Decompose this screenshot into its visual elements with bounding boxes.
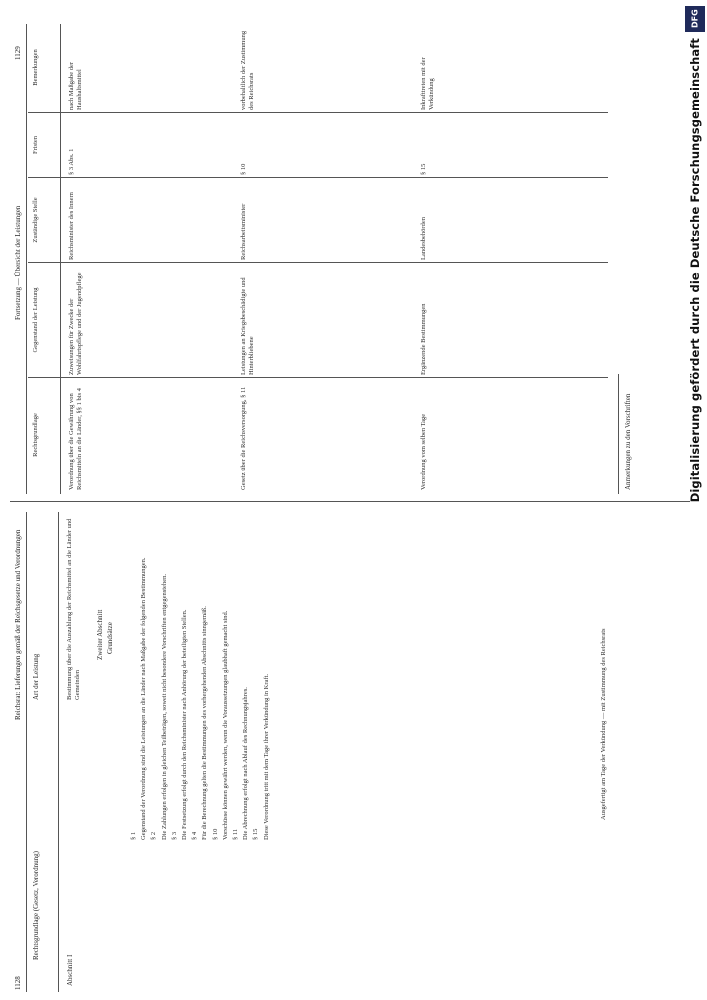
col-divider bbox=[28, 377, 608, 378]
paragraph-mark: § 11 bbox=[232, 828, 240, 840]
right-header-note: Fortsetzung — Übersicht der Leistungen bbox=[14, 205, 22, 320]
column-label-2: Art der Leistung bbox=[32, 653, 40, 700]
bottom-note: Anmerkungen zu den Vorschriften bbox=[624, 393, 632, 490]
table-row bbox=[68, 380, 86, 490]
paragraph-mark: § 4 bbox=[191, 831, 199, 840]
paragraph-mark: § 2 bbox=[150, 831, 158, 840]
col-head-4 bbox=[32, 115, 42, 175]
col-head-2 bbox=[32, 265, 42, 375]
cell-subject: Zuweisungen für Zwecke der Wohlfahrtspflege und der Jugendpflege bbox=[68, 272, 84, 375]
right-header-rule bbox=[26, 24, 27, 494]
footnote-rule bbox=[618, 374, 619, 494]
col-head-text: Bemerkungen bbox=[32, 49, 39, 86]
intro-line bbox=[66, 510, 84, 700]
paragraph-block bbox=[130, 510, 273, 840]
cell-remarks: vorbehaltlich der Zustimmung des Reichsrats bbox=[240, 30, 256, 110]
table-row bbox=[420, 380, 430, 490]
cell-subject: Ergänzende Bestimmungen bbox=[420, 303, 427, 375]
header-rule bbox=[26, 512, 27, 992]
page-number: 1128 bbox=[14, 976, 22, 990]
paragraph: Die Zahlungen erfolgen in gleichen Teilbeträgen, soweit nicht besondere Vorschriften entgegenstehen. bbox=[160, 574, 168, 840]
sub-heading: Grundsätze bbox=[106, 622, 114, 654]
cell-deadline: § 3 Abs. 1 bbox=[68, 148, 75, 175]
cell-basis: Gesetz über die Reichsversorgung, § 11 bbox=[240, 386, 247, 490]
dfg-logo: DFG bbox=[685, 6, 705, 32]
subheader-rule bbox=[58, 512, 59, 992]
paragraph-mark: § 15 bbox=[252, 828, 260, 840]
cell-basis: Verordnung vom selben Tage bbox=[420, 413, 427, 490]
center-divider bbox=[10, 501, 690, 502]
dfg-banner bbox=[683, 0, 707, 1000]
col-head-5 bbox=[32, 25, 42, 110]
footer-note-text: Ausgefertigt am Tage der Verkündung — mit Zustimmung des Reichsrats bbox=[600, 628, 607, 820]
right-subheader-rule bbox=[60, 24, 61, 494]
paragraph-mark: § 10 bbox=[211, 828, 219, 840]
paragraph: Diese Verordnung tritt mit dem Tage ihrer Verkündung in Kraft. bbox=[262, 674, 270, 840]
intro-text: Bestimmung über die Auszahlung der Reichsmittel an die Länder und Gemeinden bbox=[66, 518, 82, 700]
cell-authority: Reichsarbeitsminister bbox=[240, 203, 247, 260]
col-divider bbox=[28, 262, 608, 263]
cell-authority: Landesbehörden bbox=[420, 217, 427, 260]
running-head: Reichsrat: Lieferungen gemäß der Reichsgesetze und Verordnungen bbox=[14, 529, 22, 720]
table-row bbox=[240, 380, 250, 490]
paragraph: Gegenstand der Verordnung sind die Leistungen an die Länder nach Maßgabe der folgenden Bestimmungen. bbox=[140, 557, 148, 840]
row-title: Abschnitt I bbox=[66, 954, 74, 986]
col-divider bbox=[28, 112, 608, 113]
col-divider bbox=[28, 177, 608, 178]
col-head-text: Fristen bbox=[32, 135, 39, 155]
cell-remarks: Inkrafttreten mit der Verkündung bbox=[420, 57, 436, 110]
paragraph-mark: § 1 bbox=[130, 831, 137, 840]
cell-remarks: nach Maßgabe der Haushaltsmittel bbox=[68, 61, 84, 110]
paragraph-mark: § 3 bbox=[170, 831, 178, 840]
right-page-ref: 1129 bbox=[14, 46, 22, 60]
cell-subject: Leistungen an Kriegsbeschädigte und Hinterbliebene bbox=[240, 277, 256, 375]
paragraph: Die Abrechnung erfolgt nach Ablauf des Rechnungsjahres. bbox=[242, 687, 250, 840]
col-head-1 bbox=[32, 380, 42, 490]
cell-basis: Verordnung über die Gewährung von Reichsmitteln an die Länder, §§ 1 bis 4 bbox=[68, 388, 84, 490]
cell-deadline: § 10 bbox=[240, 163, 247, 175]
footer-note bbox=[600, 510, 610, 820]
col-head-text: Zuständige Stelle bbox=[32, 197, 39, 243]
cell-authority: Reichsminister des Innern bbox=[68, 192, 75, 260]
col-head-text: Rechtsgrundlage bbox=[32, 413, 39, 457]
col-head-text: Gegenstand der Leistung bbox=[32, 287, 39, 353]
cell-deadline: § 15 bbox=[420, 163, 427, 175]
paragraph: Vorschüsse können gewährt werden, wenn die Voraussetzungen glaubhaft gemacht sind. bbox=[221, 610, 229, 840]
col-head-3 bbox=[32, 180, 42, 260]
paragraph: Für die Berechnung gelten die Bestimmungen des vorhergehenden Abschnitts sinngemäß. bbox=[201, 606, 209, 840]
banner-text: Digitalisierung gefördert durch die Deutsche Forschungsgemeinschaft bbox=[688, 38, 702, 503]
column-label-1: Rechtsgrundlage (Gesetz, Verordnung) bbox=[32, 851, 40, 960]
paragraph: Die Festsetzung erfolgt durch den Reichsminister nach Anhörung der beteiligten Stellen. bbox=[181, 609, 189, 840]
section-heading: Zweiter Abschnitt bbox=[96, 609, 104, 660]
